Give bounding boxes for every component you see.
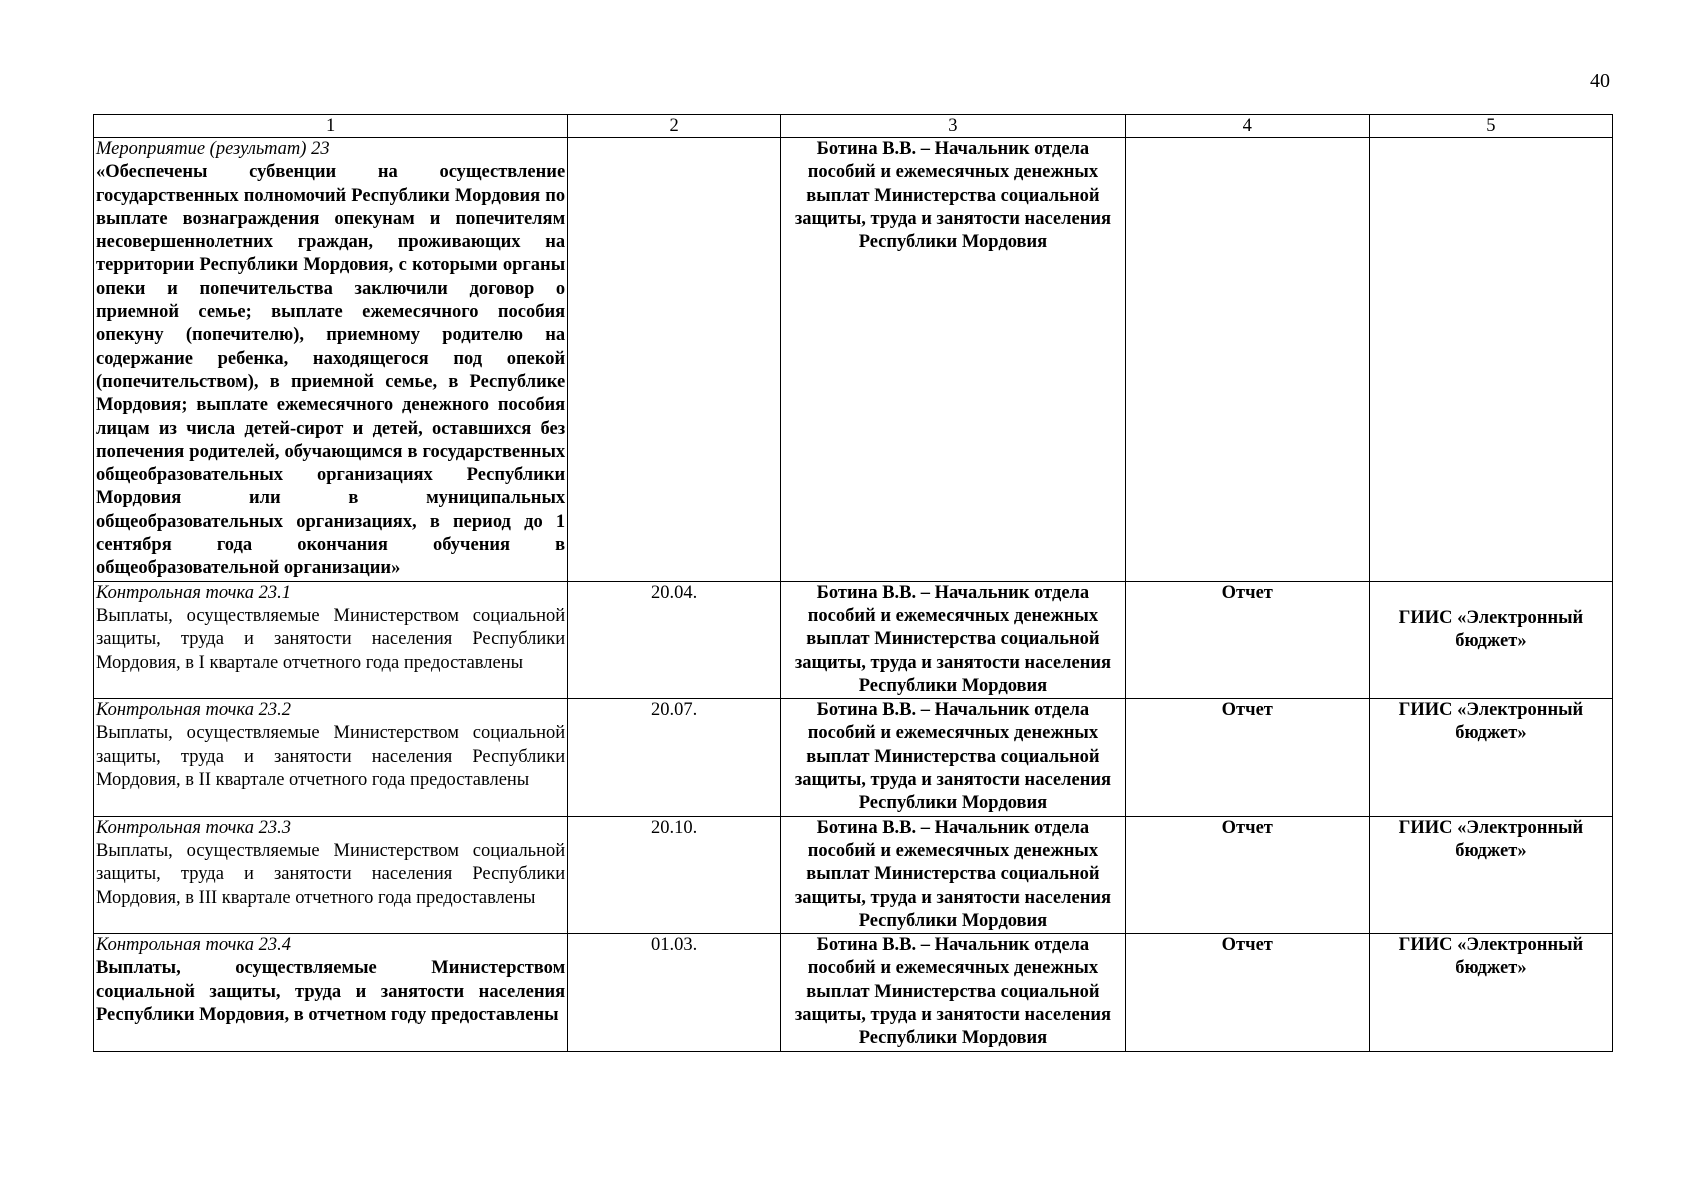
event-cell [94,816,568,933]
column-header-2: 2 [568,115,781,138]
events-table [93,114,1613,1052]
event-title: Контрольная точка 23.4 [96,935,291,956]
system-cell: ГИИС «Электронный бюджет» [1369,699,1612,816]
column-header-4: 4 [1125,115,1369,138]
event-title: Контрольная точка 23.1 [96,582,291,603]
event-cell [94,934,568,1051]
document-cell: Отчет [1125,816,1369,933]
table-row [94,934,1613,1051]
event-cell [94,138,568,582]
responsible-cell: Ботина В.В. – Начальник отдела пособий и ежемесячных денежных выплат Министерства социальной защиты, труда и занятости населения Республики Мордовия [781,138,1126,582]
event-description: Выплаты, осуществляемые Министерством социальной защиты, труда и занятости населения Республики Мордовия, в II квартале отчетного года предоставлены [96,723,566,791]
responsible-cell: Ботина В.В. – Начальник отдела пособий и ежемесячных денежных выплат Министерства социальной защиты, труда и занятости населения Республики Мордовия [781,699,1126,816]
table-row [94,138,1613,582]
system-cell: ГИИС «Электронный бюджет» [1369,816,1612,933]
date-cell [568,138,781,582]
date-cell: 01.03. [568,934,781,1051]
event-title: Мероприятие (результат) 23 [96,139,330,159]
table-row [94,699,1613,816]
responsible-cell: Ботина В.В. – Начальник отдела пособий и ежемесячных денежных выплат Министерства социальной защиты, труда и занятости населения Республики Мордовия [781,581,1126,698]
system-cell: ГИИС «Электронный бюджет» [1369,934,1612,1051]
document-cell: Отчет [1125,934,1369,1051]
event-cell [94,699,568,816]
page-number: 40 [1590,70,1610,92]
system-cell: ГИИС «Электронный бюджет» [1369,581,1612,698]
event-description: Выплаты, осуществляемые Министерством социальной защиты, труда и занятости населения Республики Мордовия, в отчетном году предоставлены [96,958,566,1025]
date-cell: 20.07. [568,699,781,816]
table-row [94,581,1613,698]
header-row [94,115,1613,138]
table-row [94,816,1613,933]
responsible-cell: Ботина В.В. – Начальник отдела пособий и ежемесячных денежных выплат Министерства социальной защиты, труда и занятости населения Республики Мордовия [781,816,1126,933]
event-description: «Обеспечены субвенции на осуществление государственных полномочий Республики Мордовия по выплате вознаграждения опекунам и попечителям несовершеннолетних граждан, проживающих на территории Республики Мордовия, с которыми органы опеки и попечительства заключили договор о приемной семье; выплате ежемесячного пособия опекуну (попечителю), приемному родителю на содержание ребенка, находящегося под опекой (попечительством), в приемной семье, в Республике Мордовия; выплате ежемесячного денежного пособия лицам из числа детей-сирот и детей, оставшихся без попечения родителей, обучающимся в государственных общеобразовательных организациях Республики Мордовия или в муниципальных общеобразовательных организациях, в период до 1 сентября года окончания обучения в общеобразовательной организации» [96,162,566,579]
document-cell: Отчет [1125,699,1369,816]
column-header-1: 1 [94,115,568,138]
document-cell [1125,138,1369,582]
date-cell: 20.10. [568,816,781,933]
event-cell [94,581,568,698]
column-header-3: 3 [781,115,1126,138]
document-cell: Отчет [1125,581,1369,698]
responsible-cell: Ботина В.В. – Начальник отдела пособий и ежемесячных денежных выплат Министерства социальной защиты, труда и занятости населения Республики Мордовия [781,934,1126,1051]
event-title: Контрольная точка 23.3 [96,817,291,838]
system-cell [1369,138,1612,582]
event-description: Выплаты, осуществляемые Министерством социальной защиты, труда и занятости населения Республики Мордовия, в I квартале отчетного года предоставлены [96,605,566,673]
column-header-5: 5 [1369,115,1612,138]
date-cell: 20.04. [568,581,781,698]
event-title: Контрольная точка 23.2 [96,700,291,721]
event-description: Выплаты, осуществляемые Министерством социальной защиты, труда и занятости населения Республики Мордовия, в III квартале отчетного года предоставлены [96,840,566,908]
